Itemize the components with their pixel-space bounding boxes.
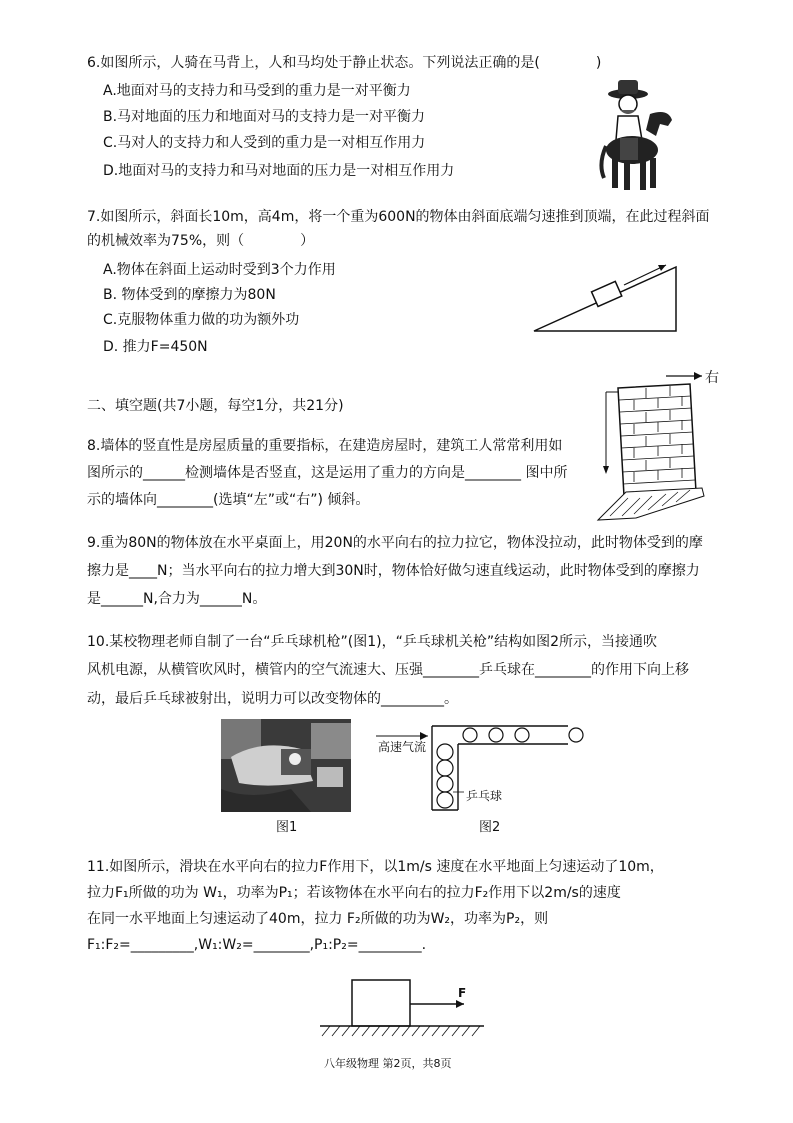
section-heading: 二、填空题(共7小题，每空1分，共21分)	[87, 398, 344, 414]
q10-line3: 动，最后乒乓球被射出，说明力可以改变物体的_________。	[87, 691, 458, 707]
ping-pong-ball-label: 乒乓球	[466, 789, 503, 803]
q10-line2: 风机电源，从横管吹风时，横管内的空气流速大、压强________乒乓球在________的作用下向上移	[87, 662, 689, 678]
q6-option-d: D.地面对马的支持力和马对地面的压力是一对相互作用力	[103, 163, 455, 179]
q11-line4: F₁:F₂=_________,W₁:W₂=________,P₁:P₂=_________.	[87, 937, 427, 953]
incline-figure	[530, 255, 690, 335]
airflow-label: 高速气流	[378, 740, 427, 754]
q9-line1: 9.重为80N的物体放在水平桌面上，用20N的水平向右的拉力拉它，物体没拉动，此时物体受到的摩	[87, 535, 703, 551]
q8-line1: 8.墙体的竖直性是房屋质量的重要指标，在建造房屋时，建筑工人常常利用如	[87, 438, 563, 454]
q6-option-b: B.马对地面的压力和地面对马的支持力是一对平衡力	[103, 109, 426, 125]
q7-option-b: B. 物体受到的摩擦力为80N	[103, 287, 276, 303]
q7-option-d: D. 推力F=450N	[103, 339, 208, 355]
brick-wall-figure	[596, 366, 724, 522]
ping-pong-gun-photo	[221, 719, 351, 812]
q11-line1: 11.如图所示，滑块在水平向右的拉力F作用下，以1m/s 速度在水平地面上匀速运动了10m，	[87, 859, 664, 875]
q11-line2: 拉力F₁所做的功为 W₁，功率为P₁；若该物体在水平向右的拉力F₂作用下以2m/s的速度	[87, 885, 621, 901]
q8-line3: 示的墙体向________(选填“左”或“右”) 倾斜。	[87, 492, 370, 508]
q6-option-c: C.马对人的支持力和人受到的重力是一对相互作用力	[103, 135, 426, 151]
horse-rider-figure	[598, 74, 680, 196]
q11-line3: 在同一水平地面上匀速运动了40m，拉力 F₂所做的功为W₂，功率为P₂，则	[87, 911, 549, 927]
q9-line3: 是______N,合力为______N。	[87, 591, 267, 607]
q7-stem-line1: 7.如图所示，斜面长10m，高4m，将一个重为600N的物体由斜面底端匀速推到顶端，在此过程斜面	[87, 209, 710, 225]
q9-line2: 擦力是____N；当水平向右的拉力增大到30N时，物体恰好做匀速直线运动，此时物体受到的摩擦力	[87, 563, 700, 579]
q7-stem-line2: 的机械效率为75%，则（ ）	[87, 233, 315, 249]
fig2-caption: 图2	[479, 820, 501, 835]
q7-option-c: C.克服物体重力做的功为额外功	[103, 312, 300, 328]
force-label: F	[458, 986, 467, 1000]
q10-line1: 10.某校物理老师自制了一台“乒乓球机枪”(图1)，“乒乓球机关枪”结构如图2所示，当接通吹	[87, 634, 658, 650]
q6-stem: 6.如图所示，人骑在马背上，人和马均处于静止状态。下列说法正确的是( )	[87, 55, 602, 71]
wall-figure-label: 右	[705, 370, 719, 386]
page-footer: 八年级物理 第2页，共8页	[324, 1057, 452, 1070]
q6-option-a: A.地面对马的支持力和马受到的重力是一对平衡力	[103, 83, 411, 99]
q7-option-a: A.物体在斜面上运动时受到3个力作用	[103, 262, 336, 278]
fig1-caption: 图1	[276, 820, 298, 835]
q8-line2: 图所示的______检测墙体是否竖直，这是运用了重力的方向是________ 图中所	[87, 465, 568, 481]
